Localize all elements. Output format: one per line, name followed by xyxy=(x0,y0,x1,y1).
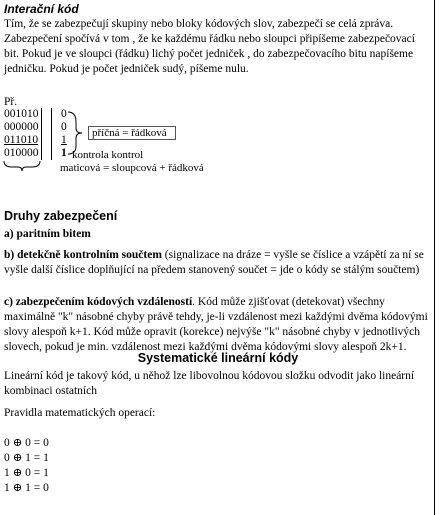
xor-rule: 1 ⊕ 1 = 0 xyxy=(4,482,49,494)
xor-rule: 0 ⊕ 0 = 0 xyxy=(4,437,49,449)
separator-line-1 xyxy=(41,108,42,160)
item-c xyxy=(4,295,432,355)
item-a: a) paritním bitem xyxy=(4,228,91,240)
page-border xyxy=(434,0,435,515)
xor-rules xyxy=(4,436,432,496)
bits-row-2: 000000 xyxy=(4,121,39,133)
control-label: kontrola kontrol xyxy=(72,149,144,161)
item-c-title: c) zabezpečením kódových vzdáleností xyxy=(4,296,193,308)
xor-rule: 1 ⊕ 0 = 1 xyxy=(4,467,49,479)
section-heading: Druhy zabezpečení xyxy=(4,209,118,223)
intro-paragraph: Tím, že se zabezpečují skupiny nebo bloky kódových slov, zabezpečí se celá zpráva. Zabezpečení spočívá v tom , že ke každému řádku nebo sloupci připíšeme zabezpečovací bit. Pokud je ve sloupci (řádku) lichý počet jedniček , do zabezpečovacího bitu napíšeme jedničku. Pokud je počet jedniček sudý, píšeme nulu. xyxy=(4,18,415,75)
parity-bit-4: 1 xyxy=(61,147,67,159)
rules-title: Pravidla matematických operací: xyxy=(4,407,156,419)
bits-row-1: 001010 xyxy=(4,108,39,120)
row-parity-box: příčná = řádková xyxy=(88,126,176,140)
parity-bit-1: 0 xyxy=(61,108,67,120)
example-label: Př. xyxy=(4,96,18,108)
bits-row-3: 011010 xyxy=(4,134,39,146)
bottom-brace-icon xyxy=(2,159,42,173)
xor-rule: 0 ⊕ 1 = 1 xyxy=(4,452,49,464)
parity-bit-2: 0 xyxy=(61,121,67,133)
item-c-text: . Kód může zjišťovat (detekovat) všechny maximálně "k" násobné chyby právě tehdy, je-li vzdálenost mezi každými dvěma kódovými slovy alespoň k+1. Kód může opravit (korekce) nejvýše "k" násobné chyby v jednotlivých slovech, pokud je min. vzdálenost mezi každými dvěma kódovými slovy alespoň 2k+1. xyxy=(4,296,428,353)
bits-row-4: 010000 xyxy=(4,147,39,159)
linear-heading: Systematické lineární kódy xyxy=(137,351,299,365)
parity-bit-3: 1 xyxy=(61,134,67,146)
example-bits xyxy=(4,108,39,160)
matrix-label: maticová = sloupcová + řádková xyxy=(60,162,204,174)
item-b-text: (signalizace na dráze = vyšle se číslice a vzápětí za ní se vyšle další číslice doplňující na předem stanovený součet = jde o kódy se stálým součtem) xyxy=(4,249,424,276)
item-b-title: b) detekčně kontrolním součtem xyxy=(4,249,162,261)
separator-line-2 xyxy=(51,108,52,160)
heading-interacni-kod: Interační kód xyxy=(4,2,79,16)
linear-paragraph: Lineární kód je takový kód, u něhož lze libovolnou kódovou složku odvodit jako lineární kombinaci ostatních xyxy=(4,370,415,397)
item-b xyxy=(4,248,432,278)
